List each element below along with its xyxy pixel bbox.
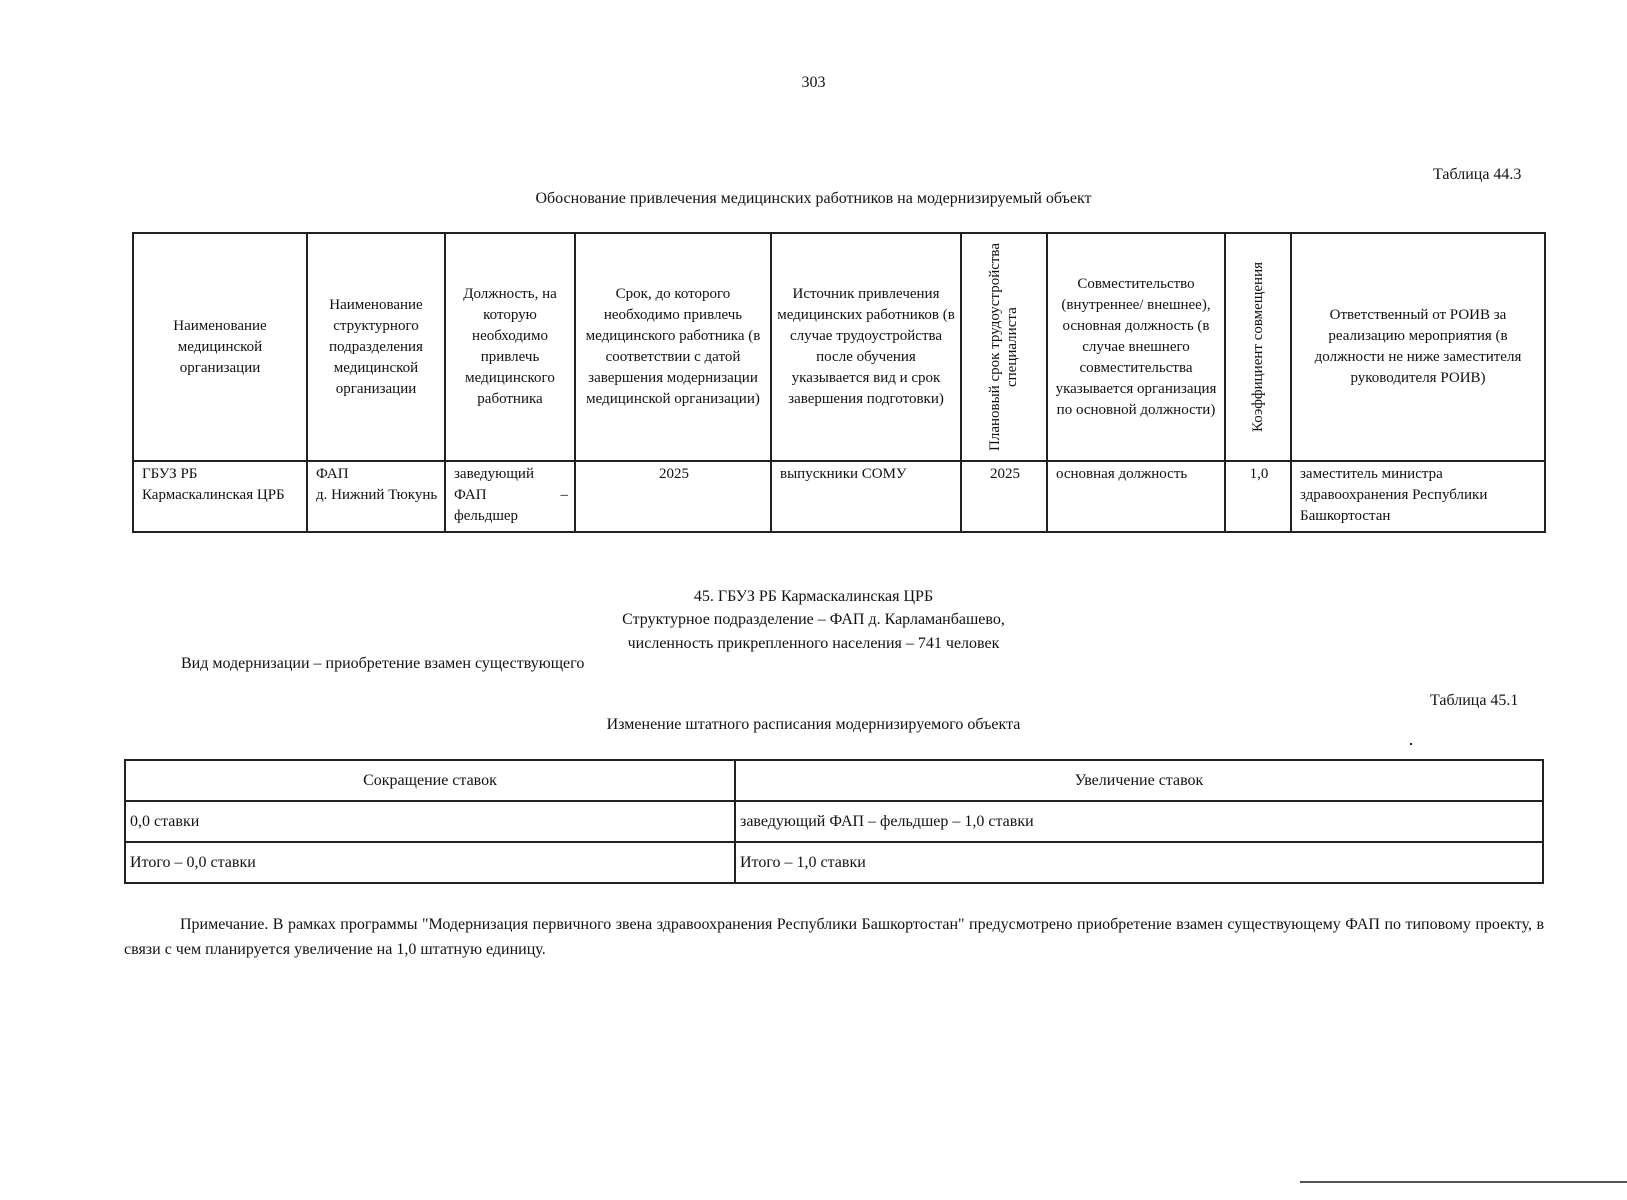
header-coef-text: Коэффициент совмещения	[1249, 261, 1266, 432]
cell-position	[445, 461, 575, 532]
header-deadline: Срок, до которого необходимо привлечь медицинского работника (в соответствии с датой завершения модернизации медицинской организации)	[575, 233, 771, 461]
cell-coef: 1,0	[1225, 461, 1291, 532]
table-row	[125, 801, 1543, 842]
staffing-change-table	[124, 759, 1544, 884]
cell-org: ГБУЗ РБ Кармаскалинская ЦРБ	[133, 461, 307, 532]
cell-deadline: 2025	[575, 461, 771, 532]
cell-unit	[307, 461, 445, 532]
page-number: 303	[801, 74, 826, 91]
modernization-type: Вид модернизации – приобретение взамен существующего	[181, 655, 585, 672]
table-label-45-1: Таблица 45.1	[1430, 692, 1519, 709]
cell-planned: 2025	[961, 461, 1047, 532]
cell-position-fap: ФАП	[454, 487, 487, 503]
cell-combination: основная должность	[1047, 461, 1225, 532]
table-row-total	[125, 842, 1543, 883]
header-source: Источник привлечения медицинских работников (в случае трудоустройства после обучения указывается вид и срок завершения подготовки)	[771, 233, 961, 461]
section-heading: 45. ГБУЗ РБ Кармаскалинская ЦРБ	[693, 588, 934, 605]
section-unit: Структурное подразделение – ФАП д. Карламанбашево,	[622, 611, 1005, 628]
header-org: Наименование медицинской организации	[133, 233, 307, 461]
header-increase: Увеличение ставок	[735, 760, 1543, 801]
cell-unit-line1: ФАП	[316, 466, 349, 482]
header-planned	[961, 233, 1047, 461]
cell-reduce-total: Итого – 0,0 ставки	[125, 842, 735, 883]
header-unit: Наименование структурного подразделения медицинской организации	[307, 233, 445, 461]
header-coef	[1225, 233, 1291, 461]
header-planned-text: Плановый срок трудоустройства специалиста	[987, 243, 1020, 451]
cell-increase: заведующий ФАП – фельдшер – 1,0 ставки	[735, 801, 1543, 842]
header-responsible: Ответственный от РОИВ за реализацию мероприятия (в должности не ниже заместителя руководителя РОИВ)	[1291, 233, 1545, 461]
cell-source: выпускники СОМУ	[771, 461, 961, 532]
cell-increase-total: Итого – 1,0 ставки	[735, 842, 1543, 883]
table-row	[133, 461, 1545, 532]
scan-edge-line	[1300, 1181, 1627, 1183]
section-population: численность прикрепленного населения – 741 человек	[627, 635, 1000, 652]
note-paragraph: Примечание. В рамках программы "Модернизация первичного звена здравоохранения Республики Башкортостан" предусмотрено приобретение взамен существующему ФАП по типовому проекту, в связи с чем планируется увеличение на 1,0 штатную единицу.	[124, 916, 1544, 958]
cell-reduce: 0,0 ставки	[125, 801, 735, 842]
table-header-row	[133, 233, 1545, 461]
cell-position-dash: –	[560, 487, 568, 503]
cell-position-line1: заведующий	[454, 466, 534, 482]
table-title-45-1: Изменение штатного расписания модернизируемого объекта	[606, 716, 1021, 733]
scan-speck	[1410, 743, 1412, 745]
table-header-row	[125, 760, 1543, 801]
table-label-44-3: Таблица 44.3	[1433, 166, 1522, 183]
header-position: Должность, на которую необходимо привлечь медицинского работника	[445, 233, 575, 461]
cell-responsible: заместитель министра здравоохранения Республики Башкортостан	[1291, 461, 1545, 532]
table-title-44-3: Обоснование привлечения медицинских работников на модернизируемый объект	[535, 190, 1092, 207]
cell-position-line2	[454, 485, 568, 506]
header-combination: Совместительство (внутреннее/ внешнее), основная должность (в случае внешнего совместительства указывается организация по основной должности)	[1047, 233, 1225, 461]
header-reduce: Сокращение ставок	[125, 760, 735, 801]
cell-unit-line2: д. Нижний Тюкунь	[316, 487, 438, 503]
staffing-justification-table	[132, 232, 1546, 533]
cell-position-line3: фельдшер	[454, 508, 519, 524]
